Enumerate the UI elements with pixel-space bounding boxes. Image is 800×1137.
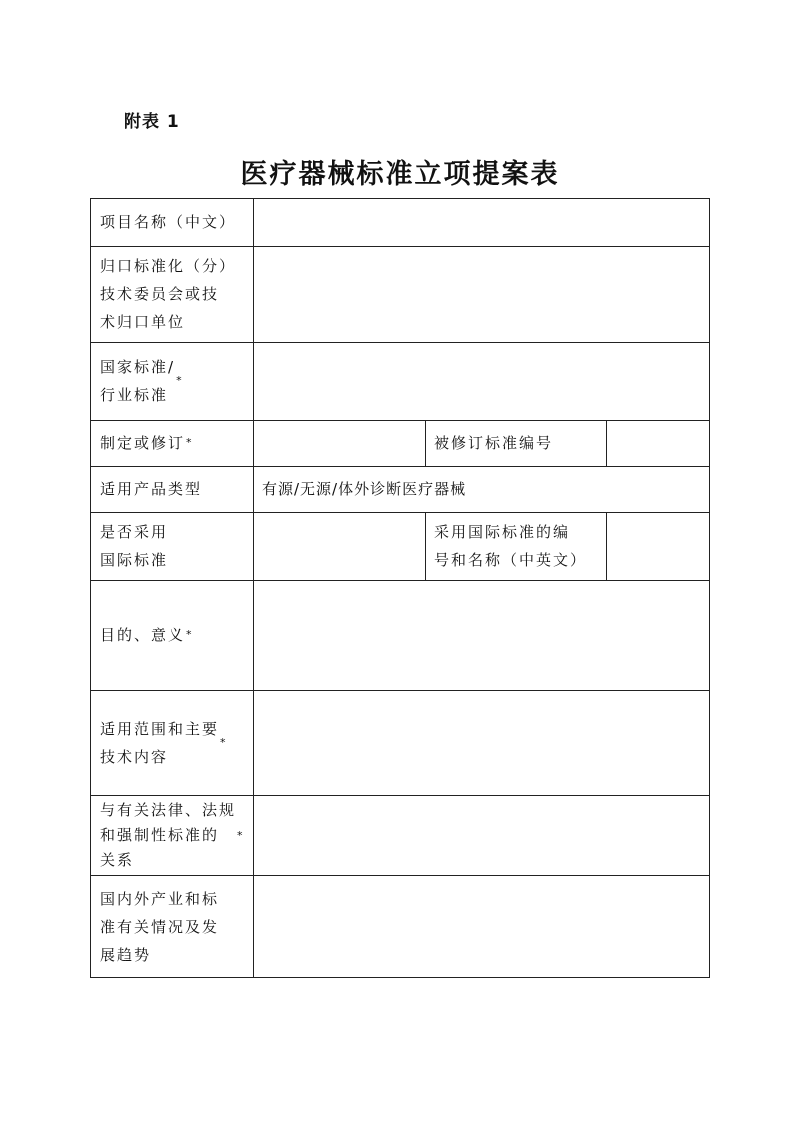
purpose-label: 目的、意义 *: [100, 580, 250, 690]
project-name-label: 项目名称（中文）: [100, 213, 237, 231]
required-mark: *: [220, 735, 226, 749]
revised-standard-number-field[interactable]: [608, 420, 708, 466]
trends-label: 国内外产业和标 准有关情况及发 展趋势: [100, 889, 220, 964]
adopt-intl-field[interactable]: [255, 512, 425, 580]
column-divider: [606, 512, 607, 580]
intl-standard-name-field[interactable]: [608, 512, 708, 580]
product-type-label: 适用产品类型: [100, 480, 203, 498]
required-mark: *: [237, 828, 243, 842]
product-type-value[interactable]: 有源/无源/体外诊断医疗器械: [262, 480, 467, 498]
required-mark: *: [176, 374, 182, 387]
annex-label: 附表 1: [124, 112, 180, 132]
intl-standard-name-label: 采用国际标准的编 号和名称（中英文）: [434, 523, 588, 569]
required-mark: *: [186, 628, 192, 641]
trends-field[interactable]: [255, 875, 708, 978]
column-divider: [425, 420, 426, 466]
committee-field[interactable]: [255, 246, 708, 342]
make-or-revise-label: 制定或修订 *: [100, 420, 250, 466]
column-divider: [606, 420, 607, 466]
revised-standard-number-label: 被修订标准编号: [434, 434, 554, 452]
scope-field[interactable]: [255, 690, 708, 795]
standard-level-field[interactable]: [255, 342, 708, 420]
required-mark: *: [186, 436, 192, 449]
label-column-divider: [253, 198, 254, 978]
relation-field[interactable]: [255, 795, 708, 875]
form-title: 医疗器械标准立项提案表: [240, 159, 560, 190]
standard-level-label: 国家标准/ 行业标准 *: [100, 358, 182, 404]
make-or-revise-field[interactable]: [255, 420, 425, 466]
project-name-field[interactable]: [255, 198, 708, 246]
column-divider: [425, 512, 426, 580]
committee-label: 归口标准化（分） 技术委员会或技 术归口单位: [100, 257, 237, 331]
purpose-field[interactable]: [255, 580, 708, 690]
adopt-intl-label: 是否采用 国际标准: [100, 523, 169, 569]
relation-label: 与有关法律、法规 和强制性标准的 关系 *: [100, 800, 243, 869]
scope-label: 适用范围和主要 技术内容 *: [100, 719, 226, 766]
